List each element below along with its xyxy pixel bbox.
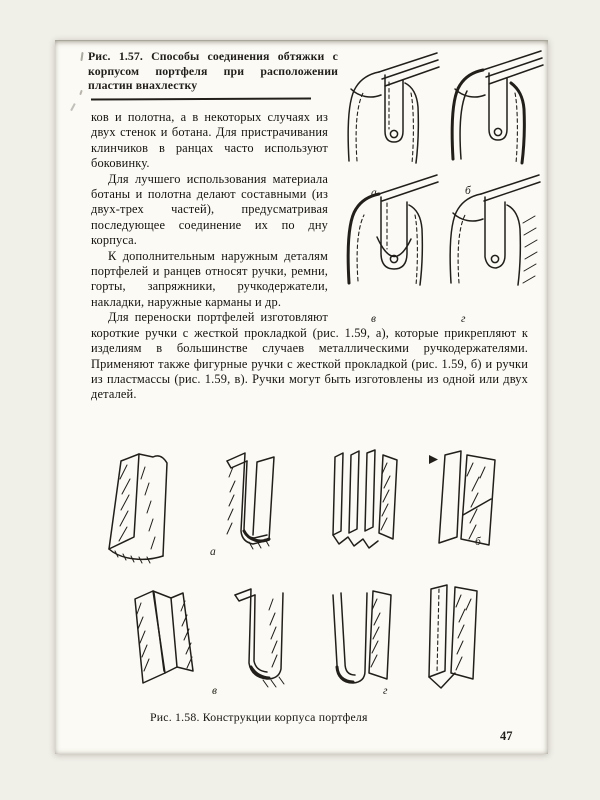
- fig158-sketch-b1: [333, 450, 397, 548]
- fig157-label-g: г: [461, 313, 466, 325]
- fig158-sketch-g1: [333, 591, 391, 683]
- scan-artifact: [70, 103, 75, 111]
- page-number: 47: [500, 729, 513, 743]
- scan-artifact: [79, 90, 83, 95]
- fig158-label-b: б: [475, 536, 481, 548]
- fig157-label-b: б: [465, 185, 471, 197]
- paragraph-4: Для переноски портфелей изготовляют короткие ручки с жесткой прокладкой (рис. 1.59, а), которые прикрепляют к изделиям в большинстве случаев металлическими ручкодержателями. Применяют также фигурные ручки с жесткой прокладкой (рис. 1.59, б) и ручки из пластмассы (рис. 1.59, в). Ручки могут быть изготовлены из одной или двух деталей.: [91, 310, 528, 402]
- fig158-sketch-a2: [227, 453, 274, 549]
- fig158-sketch-v2: [235, 589, 284, 687]
- figure-1-57-caption: Рис. 1.57. Способы соединения обтяжки с корпусом портфеля при расположении пластин внахлестку: [88, 49, 338, 93]
- body-text: [91, 110, 528, 403]
- fig158-sketch-a1: [109, 454, 167, 563]
- paragraph-3: К дополнительным наружным деталям портфелей и ранцев относят ручки, ремни, горты, запряжники, ручкодержатели, накладки, наружные карманы и др.: [91, 248, 328, 309]
- paragraph-2: Для лучшего использования материала ботаны и полотна делают составными (из двух-трех частей), предусматривая последующее соединение их по дну корпуса.: [91, 171, 328, 248]
- paragraph-1: ков и полотна, а в некоторых случаях из двух стенок и ботана. Для пристрачивания клинчиков в ранцах часто используют боковинку.: [91, 110, 328, 171]
- figure-1-58-caption: Рис. 1.58. Конструкции корпуса портфеля: [150, 710, 368, 724]
- fig158-label-a: а: [210, 546, 216, 558]
- figure-1-58-drawing: [93, 443, 535, 703]
- book-page: [55, 40, 548, 754]
- fig157-label-v: в: [371, 313, 376, 325]
- fig158-sketch-g2: [429, 585, 477, 688]
- fig158-sketch-b2: [429, 451, 495, 545]
- fig158-label-v: в: [212, 685, 217, 697]
- scan-artifact: [80, 52, 83, 61]
- figure-float-spacer: [328, 110, 528, 322]
- fig158-label-g: г: [383, 685, 388, 697]
- fig158-sketch-v1: [135, 591, 193, 683]
- fig157-label-a: а: [371, 187, 377, 199]
- caption-divider-rule: [91, 98, 311, 101]
